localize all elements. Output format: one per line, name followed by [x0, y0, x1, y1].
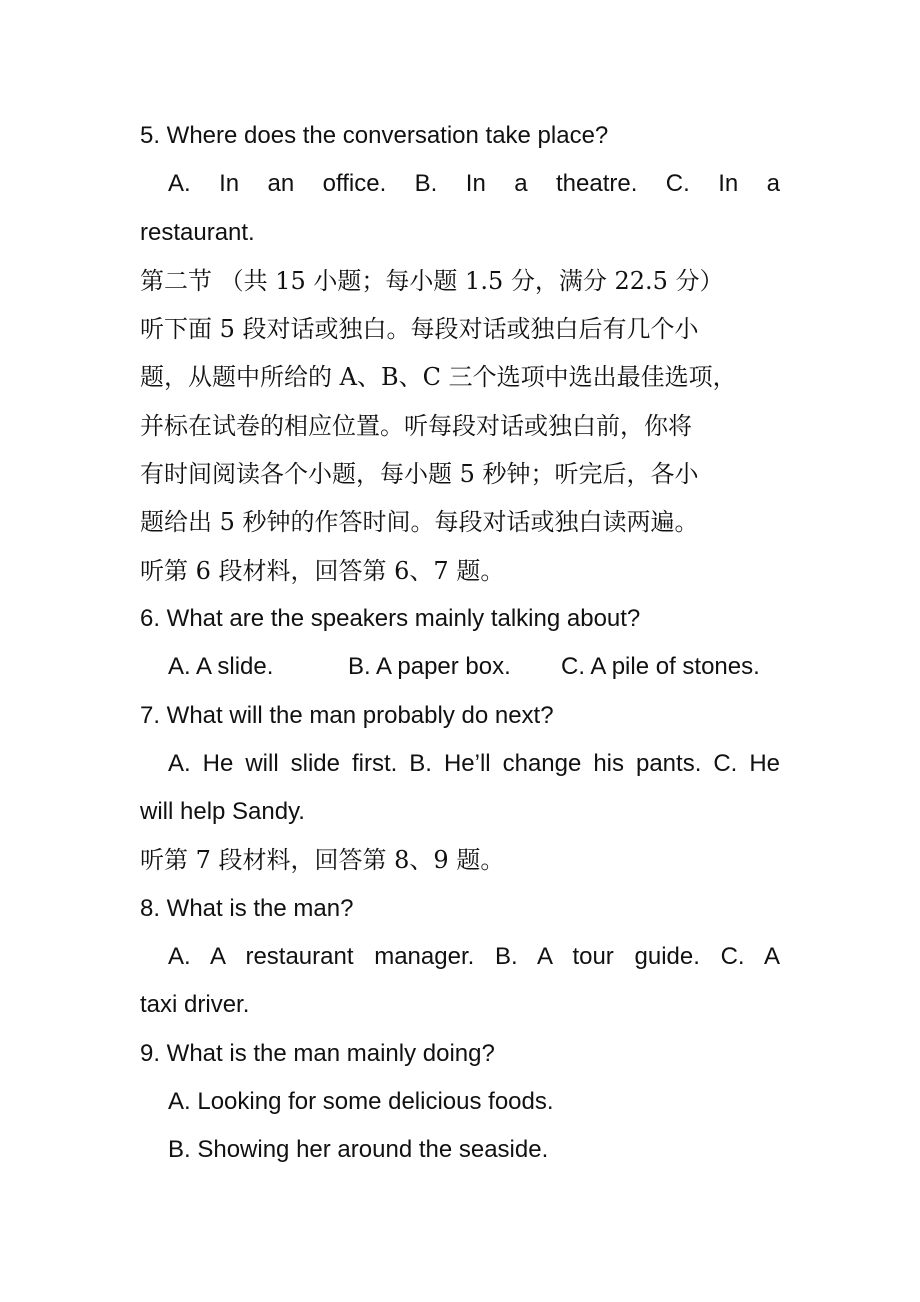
question-9-option-a: A. Looking for some delicious foods.	[168, 1087, 554, 1115]
document-page	[140, 112, 780, 1175]
section-2-instructions-line: 题给出 5 秒钟的作答时间。每段对话或独白读两遍。	[140, 508, 699, 537]
question-5: 5. Where does the conversation take place?	[140, 122, 609, 149]
question-7: 7. What will the man probably do next?	[140, 701, 554, 729]
question-9: 9. What is the man mainly doing?	[140, 1039, 495, 1067]
section-2-instructions-line: 题，从题中所给的 A、B、C 三个选项中选出最佳选项，	[140, 363, 737, 392]
section-2-instructions-line: 有时间阅读各个小题，每小题 5 秒钟；听完后，各小	[140, 460, 699, 489]
question-6-options	[140, 643, 780, 691]
passage-6-intro: 听第 6 段材料，回答第 6、7 题。	[140, 556, 505, 585]
question-9-option-b: B. Showing her around the seaside.	[168, 1136, 549, 1164]
section-2-instructions-line: 听下面 5 段对话或独白。每段对话或独白后有几个小	[140, 315, 699, 344]
question-7-options: A. He will slide first. B. He’ll change his pants. C. He	[168, 749, 780, 777]
question-8-options-continued: taxi driver.	[140, 991, 250, 1019]
passage-7-intro: 听第 7 段材料，回答第 8、9 题。	[140, 846, 505, 875]
question-5-options-continued: restaurant.	[140, 218, 255, 246]
section-2-header: 第二节 （共 15 小题；每小题 1.5 分，满分 22.5 分）	[140, 266, 724, 295]
question-6-option-c: C. A pile of stones.	[561, 653, 760, 681]
question-8: 8. What is the man?	[140, 894, 354, 922]
question-7-options-continued: will help Sandy.	[140, 798, 305, 826]
question-8-options: A. A restaurant manager. B. A tour guide. C. A	[168, 943, 780, 971]
question-6-option-a: A. A slide.	[168, 653, 274, 681]
question-6-option-b: B. A paper box.	[348, 653, 511, 681]
question-6: 6. What are the speakers mainly talking about?	[140, 604, 641, 632]
section-2-instructions-line: 并标在试卷的相应位置。听每段对话或独白前，你将	[140, 411, 692, 440]
question-5-options: A. In an office. B. In a theatre. C. In a	[168, 170, 780, 198]
